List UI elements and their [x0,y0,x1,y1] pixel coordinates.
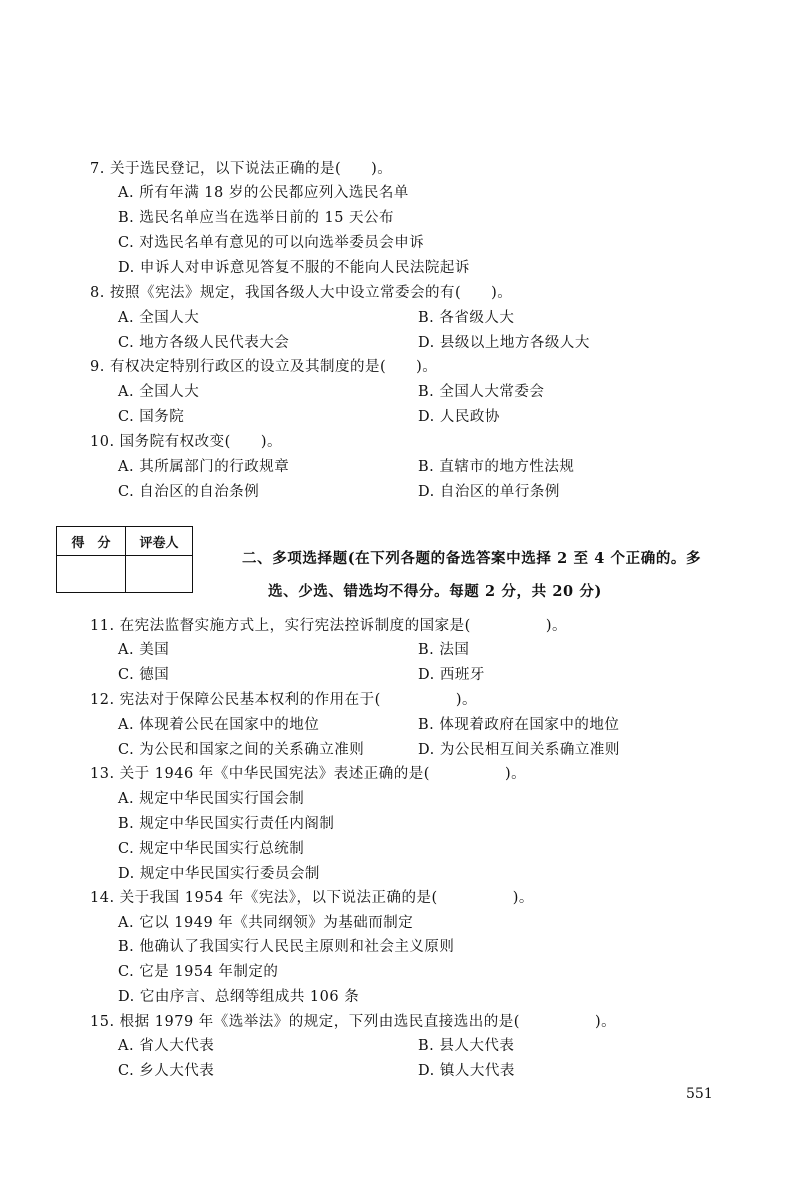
question-10-option-c: C. 自治区的自治条例 [118,484,260,500]
question-9-option-a: A. 全国人大 [118,384,200,400]
question-13-option-c: C. 规定中华民国实行总统制 [118,841,305,857]
question-7-option-a: A. 所有年满 18 岁的公民都应列入选民名单 [118,185,409,201]
question-12-option-a: A. 体现着公民在国家中的地位 [118,717,320,733]
question-8-option-a: A. 全国人大 [118,310,200,326]
question-10-option-d: D. 自治区的单行条例 [418,484,560,500]
question-14-option-d: D. 它由序言、总纲等组成共 106 条 [118,989,360,1005]
question-7-option-b: B. 选民名单应当在选举日前的 15 天公布 [118,210,395,226]
question-9-stem: 9. 有权决定特别行政区的设立及其制度的是( )。 [90,359,438,375]
page-number: 551 [686,1086,713,1102]
question-13-stem: 13. 关于 1946 年《中华民国宪法》表述正确的是( )。 [90,766,527,782]
question-13-option-a: A. 规定中华民国实行国会制 [118,791,305,807]
score-label: 得 分 [57,527,126,556]
question-15-option-a: A. 省人大代表 [118,1038,215,1054]
question-11-option-d: D. 西班牙 [418,667,485,683]
question-12-option-d: D. 为公民相互间关系确立准则 [418,742,620,758]
question-13-option-b: B. 规定中华民国实行责任内阁制 [118,816,335,832]
question-11-option-b: B. 法国 [418,642,470,658]
question-12-stem: 12. 宪法对于保障公民基本权利的作用在于( )。 [90,692,477,708]
question-8-stem: 8. 按照《宪法》规定，我国各级人大中设立常委会的有( )。 [90,285,513,301]
question-14-stem: 14. 关于我国 1954 年《宪法》，以下说法正确的是( )。 [90,890,534,906]
question-15-option-d: D. 镇人大代表 [418,1063,515,1079]
question-14-option-c: C. 它是 1954 年制定的 [118,964,279,980]
grader-cell[interactable] [126,556,193,593]
question-7-option-c: C. 对选民名单有意见的可以向选举委员会申诉 [118,235,425,251]
question-9-option-b: B. 全国人大常委会 [418,384,545,400]
question-8-option-c: C. 地方各级人民代表大会 [118,335,290,351]
question-7-option-d: D. 申诉人对申诉意见答复不服的不能向人民法院起诉 [118,260,470,276]
question-11-option-a: A. 美国 [118,642,170,658]
question-10-stem: 10. 国务院有权改变( )。 [90,434,282,450]
question-9-option-d: D. 人民政协 [418,409,500,425]
question-8-option-d: D. 县级以上地方各级人大 [418,335,590,351]
question-9-option-c: C. 国务院 [118,409,185,425]
grader-label: 评卷人 [126,527,193,556]
question-14-option-a: A. 它以 1949 年《共同纲领》为基础而制定 [118,915,414,931]
question-15-option-b: B. 县人大代表 [418,1038,515,1054]
question-14-option-b: B. 他确认了我国实行人民民主原则和社会主义原则 [118,939,455,955]
question-11-stem: 11. 在宪法监督实施方式上，实行宪法控诉制度的国家是( )。 [90,618,567,634]
question-15-stem: 15. 根据 1979 年《选举法》的规定，下列由选民直接选出的是( )。 [90,1014,617,1030]
score-box [56,526,193,593]
question-10-option-b: B. 直辖市的地方性法规 [418,459,575,475]
question-15-option-c: C. 乡人大代表 [118,1063,215,1079]
question-12-option-c: C. 为公民和国家之间的关系确立准则 [118,742,365,758]
score-cell[interactable] [57,556,126,593]
section-2-title-line-1: 二、多项选择题(在下列各题的备选答案中选择 2 至 4 个正确的。多 [242,550,702,567]
question-7-stem: 7. 关于选民登记，以下说法正确的是( )。 [90,161,393,177]
question-8-option-b: B. 各省级人大 [418,310,515,326]
question-12-option-b: B. 体现着政府在国家中的地位 [418,717,620,733]
question-11-option-c: C. 德国 [118,667,170,683]
section-2-title-line-2: 选、少选、错选均不得分。每题 2 分，共 20 分) [268,583,602,600]
question-13-option-d: D. 规定中华民国实行委员会制 [118,866,320,882]
question-10-option-a: A. 其所属部门的行政规章 [118,459,290,475]
